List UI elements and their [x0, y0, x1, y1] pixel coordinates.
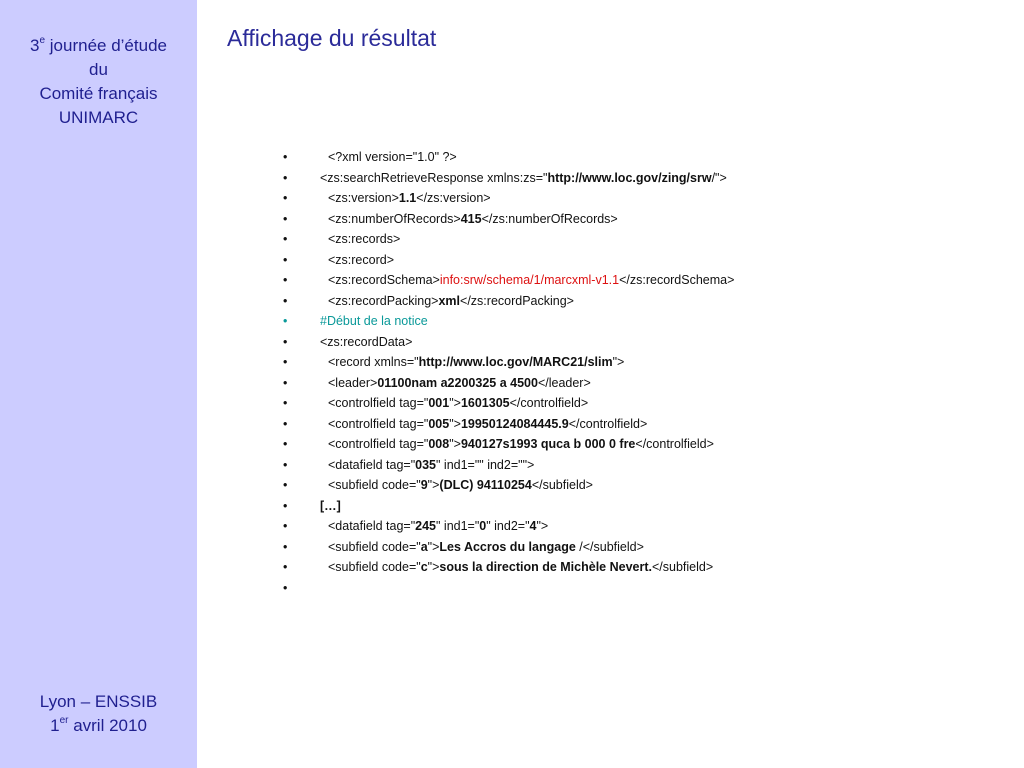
- date-prefix: 1: [50, 716, 60, 735]
- conference-line3: Comité français: [39, 84, 158, 103]
- bullet: •: [283, 539, 288, 554]
- code-line: <controlfield tag="001">1601305</controlfield>: [328, 396, 589, 410]
- bullet: •: [283, 334, 288, 349]
- date-rest: avril 2010: [68, 716, 147, 735]
- bullet: •: [283, 437, 288, 451]
- code-line: <zs:version>1.1</zs:version>: [328, 191, 491, 205]
- code-line: <zs:recordPacking>xml</zs:recordPacking>: [328, 293, 574, 308]
- code-line: <datafield tag="245" ind1="0" ind2="4">: [328, 519, 549, 533]
- code-line: <zs:numberOfRecords>415</zs:numberOfRecords>: [328, 211, 618, 226]
- code-line: <zs:record>: [328, 252, 395, 267]
- conference-location: [0, 690, 197, 738]
- bullet: •: [283, 252, 288, 267]
- code-line: <zs:recordSchema>info:srw/schema/1/marcxml-v1.1</zs:recordSchema>: [328, 273, 735, 287]
- bullet: •: [283, 211, 288, 226]
- location-line1: Lyon – ENSSIB: [39, 692, 158, 711]
- bullet: •: [283, 498, 288, 513]
- bullet: •: [283, 273, 288, 287]
- conference-line4: UNIMARC: [58, 108, 139, 127]
- conference-line1-sup: e: [39, 35, 46, 47]
- code-line: […]: [320, 498, 341, 513]
- bullet: •: [283, 519, 288, 533]
- code-line: <leader>01100nam a2200325 a 4500</leader>: [328, 375, 591, 390]
- conference-name: [0, 34, 197, 130]
- bullet: •: [283, 457, 288, 472]
- bullet: •: [283, 580, 288, 595]
- code-line: <subfield code="9">(DLC) 94110254</subfield>: [328, 478, 593, 492]
- conference-line1-rest: journée d’étude: [45, 36, 167, 55]
- conference-line2: du: [89, 60, 108, 79]
- bullet: •: [283, 355, 288, 369]
- bullet: •: [283, 150, 288, 164]
- bullet: •: [283, 314, 288, 328]
- bullet: •: [283, 375, 288, 390]
- bullet: •: [283, 478, 288, 492]
- code-line: <subfield code="c">sous la direction de Michèle Nevert.</subfield>: [328, 560, 714, 574]
- code-line: <zs:records>: [328, 232, 401, 246]
- code-line: #Début de la notice: [320, 314, 428, 328]
- bullet: •: [283, 170, 288, 185]
- code-line: <?xml version="1.0" ?>: [328, 150, 457, 164]
- bullet: •: [283, 293, 288, 308]
- slide-title: Affichage du résultat: [227, 25, 437, 51]
- code-line: <record xmlns="http://www.loc.gov/MARC21/slim">: [328, 355, 625, 369]
- conference-line1-prefix: 3: [30, 36, 40, 55]
- bullet: •: [283, 396, 288, 410]
- bullet: •: [283, 191, 288, 205]
- bullet: •: [283, 560, 288, 574]
- bullet: •: [283, 416, 288, 431]
- bullet: •: [283, 232, 288, 246]
- code-line: <datafield tag="035" ind1="" ind2="">: [328, 457, 535, 472]
- code-line: <controlfield tag="005">19950124084445.9</controlfield>: [328, 416, 648, 431]
- code-line: <zs:recordData>: [320, 334, 413, 349]
- code-line: <controlfield tag="008">940127s1993 quca b 000 0 fre</controlfield>: [328, 437, 714, 451]
- date-sup: er: [59, 715, 69, 727]
- code-line: <zs:searchRetrieveResponse xmlns:zs="http://www.loc.gov/zing/srw/">: [320, 170, 727, 185]
- code-line: <subfield code="a">Les Accros du langage /</subfield>: [328, 539, 644, 554]
- sidebar: [0, 0, 197, 768]
